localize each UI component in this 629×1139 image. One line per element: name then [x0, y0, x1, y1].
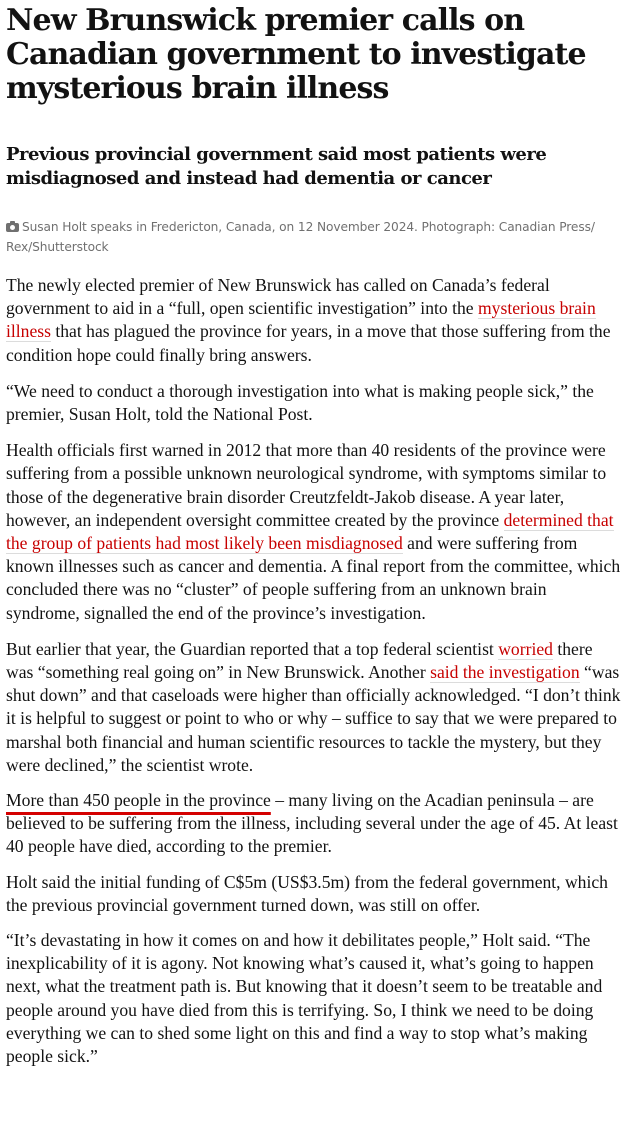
- paragraph-text: “was shut down” and that caseloads were higher than officially acknowledged. “I don’t think it is helpful to suggest or point to who or why – suffice to say that we were prepared to marshal both financial and human scientific resources to tackle the mystery, but they were declined,” the scientist wrote.: [6, 662, 621, 775]
- paragraph-text: that has plagued the province for years, in a move that those suffering from the condition hope could finally bring answers.: [6, 321, 611, 365]
- paragraph-text: Health officials first warned in 2012 that more than 40 residents of the province were suffering from a possible unknown neurological syndrome, with symptoms similar to those of the degenerative brain disorder Creutzfeldt-Jakob disease. A year later, however, an independent oversight committee created by the province: [6, 440, 607, 530]
- headline: New Brunswick premier calls on Canadian government to investigate mysterious brain illness: [6, 3, 586, 106]
- paragraph-2: “We need to conduct a thorough investigation into what is making people sick,” the premier, Susan Holt, told the National Post.: [6, 380, 594, 425]
- highlighted-text: More than 450 people in the province: [6, 790, 271, 811]
- link-said-the-investigation[interactable]: said the investigation: [430, 662, 580, 683]
- paragraph-text: and were suffering from known illnesses such as cancer and dementia. A final report from the committee, which concluded there was no “cluster” of people suffering from an unknown brain syndrome, signalled the end of the province’s investigation.: [6, 533, 621, 623]
- paragraph-1: [6, 274, 624, 367]
- standfirst: Previous provincial government said most patients were misdiagnosed and instead had dementia or cancer: [6, 144, 547, 189]
- paragraph-text: – many living on the Acadian peninsula – are believed to be suffering from the illness, including several under the age of 45. At least 40 people have died, according to the premier.: [6, 790, 618, 857]
- photo-caption: [6, 217, 624, 257]
- camera-icon: [6, 223, 19, 232]
- caption-text: Susan Holt speaks in Fredericton, Canada, on 12 November 2024. Photograph: Canadian Press/ Rex/Shutterstock: [6, 220, 595, 254]
- paragraph-3: [6, 439, 624, 625]
- article-body: [6, 274, 624, 1068]
- article: [6, 0, 624, 1068]
- paragraph-text: But earlier that year, the Guardian reported that a top federal scientist: [6, 638, 499, 659]
- link-mysterious-brain-illness[interactable]: mysterious brain illness: [6, 298, 596, 342]
- paragraph-text: there was “something real going on” in New Brunswick. Another: [6, 638, 593, 683]
- paragraph-text: The newly elected premier of New Brunswick has called on Canada’s federal government to aid in a “full, open scientific investigation” into the: [6, 275, 550, 319]
- link-misdiagnosed[interactable]: determined that the group of patients had most likely been misdiagnosed: [6, 509, 614, 554]
- paragraph-4: [6, 638, 624, 777]
- paragraph-6: Holt said the initial funding of C$5m (US$3.5m) from the federal government, which the previous provincial government turned down, was still on offer.: [6, 871, 608, 915]
- link-worried[interactable]: worried: [498, 638, 553, 659]
- paragraph-7: “It’s devastating in how it comes on and how it debilitates people,” Holt said. “The inexplicability of it is agony. Not knowing what’s caused it, what’s going to happen next, what the treatment path is. But knowing that it doesn’t seem to be treatable and people around you have died from this is terrifying. So, I think we need to be doing everything we can to shed some light on this and find a way to stop what’s making people sick.”: [6, 930, 603, 1067]
- paragraph-5: [6, 789, 624, 859]
